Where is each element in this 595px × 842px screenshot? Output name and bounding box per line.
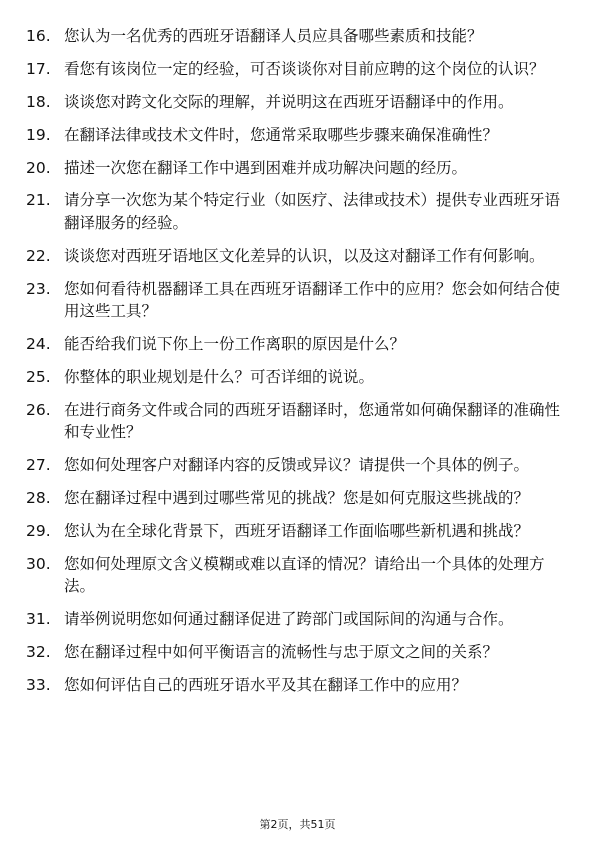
question-item bbox=[26, 124, 566, 147]
question-number: 29. bbox=[26, 522, 51, 541]
question-text: 请分享一次您为某个特定行业（如医疗、法律或技术）提供专业西班牙语翻译服务的经验。 bbox=[64, 191, 561, 232]
question-text: 您如何处理原文含义模糊或难以直译的情况？请给出一个具体的处理方法。 bbox=[64, 554, 545, 596]
question-item bbox=[26, 245, 566, 268]
question-text: 描述一次您在翻译工作中遇到困难并成功解决问题的经历。 bbox=[64, 158, 468, 177]
question-number: 31. bbox=[26, 610, 51, 629]
question-text: 请举例说明您如何通过翻译促进了跨部门或国际间的沟通与合作。 bbox=[64, 610, 514, 629]
question-number: 20. bbox=[26, 158, 51, 177]
question-number: 23. bbox=[26, 279, 51, 298]
question-number: 27. bbox=[26, 456, 51, 475]
question-text: 您认为一名优秀的西班牙语翻译人员应具备哪些素质和技能？ bbox=[64, 27, 483, 45]
question-item bbox=[26, 25, 566, 48]
question-item bbox=[26, 641, 566, 664]
question-text: 您如何评估自己的西班牙语水平及其在翻译工作中的应用？ bbox=[64, 676, 468, 695]
question-item bbox=[26, 366, 566, 389]
question-item bbox=[26, 487, 566, 510]
question-item bbox=[26, 278, 566, 323]
question-number: 26. bbox=[26, 400, 51, 419]
question-item bbox=[26, 91, 566, 114]
question-number: 21. bbox=[26, 191, 51, 210]
question-text: 您如何看待机器翻译工具在西班牙语翻译工作中的应用？您会如何结合使用这些工具？ bbox=[64, 279, 561, 321]
question-text: 在进行商务文件或合同的西班牙语翻译时，您通常如何确保翻译的准确性和专业性？ bbox=[64, 400, 561, 442]
question-item bbox=[26, 189, 566, 234]
question-text: 谈谈您对跨文化交际的理解，并说明这在西班牙语翻译中的作用。 bbox=[64, 92, 514, 111]
question-item bbox=[26, 399, 566, 444]
question-number: 32. bbox=[26, 643, 51, 662]
question-number: 30. bbox=[26, 554, 51, 573]
question-number: 33. bbox=[26, 676, 51, 695]
question-text: 能否给我们说下你上一份工作离职的原因是什么？ bbox=[64, 335, 406, 354]
question-text: 看您有该岗位一定的经验，可否谈谈你对目前应聘的这个岗位的认识？ bbox=[64, 59, 545, 78]
question-text: 您认为在全球化背景下，西班牙语翻译工作面临哪些新机遇和挑战？ bbox=[64, 522, 530, 541]
question-number: 19. bbox=[26, 125, 51, 144]
question-number: 22. bbox=[26, 246, 51, 265]
question-item bbox=[26, 520, 566, 543]
question-item bbox=[26, 553, 566, 598]
question-list bbox=[26, 25, 566, 707]
question-number: 28. bbox=[26, 489, 51, 508]
question-number: 24. bbox=[26, 335, 51, 354]
question-text: 在翻译法律或技术文件时，您通常采取哪些步骤来确保准确性？ bbox=[64, 125, 499, 144]
question-text: 你整体的职业规划是什么？可否详细的说说。 bbox=[64, 368, 375, 387]
question-number: 17. bbox=[26, 59, 51, 78]
question-number: 25. bbox=[26, 368, 51, 387]
question-number: 16. bbox=[26, 27, 51, 45]
question-item bbox=[26, 454, 566, 477]
question-item bbox=[26, 674, 566, 697]
question-item bbox=[26, 608, 566, 631]
question-number: 18. bbox=[26, 92, 51, 111]
question-text: 谈谈您对西班牙语地区文化差异的认识，以及这对翻译工作有何影响。 bbox=[64, 246, 545, 265]
question-text: 您如何处理客户对翻译内容的反馈或异议？请提供一个具体的例子。 bbox=[64, 456, 530, 475]
question-item bbox=[26, 333, 566, 356]
question-item bbox=[26, 58, 566, 81]
question-item bbox=[26, 157, 566, 180]
question-text: 您在翻译过程中遇到过哪些常见的挑战？您是如何克服这些挑战的？ bbox=[64, 489, 530, 508]
page-footer: 第2页，共51页 bbox=[259, 818, 336, 831]
question-text: 您在翻译过程中如何平衡语言的流畅性与忠于原文之间的关系？ bbox=[64, 643, 499, 662]
